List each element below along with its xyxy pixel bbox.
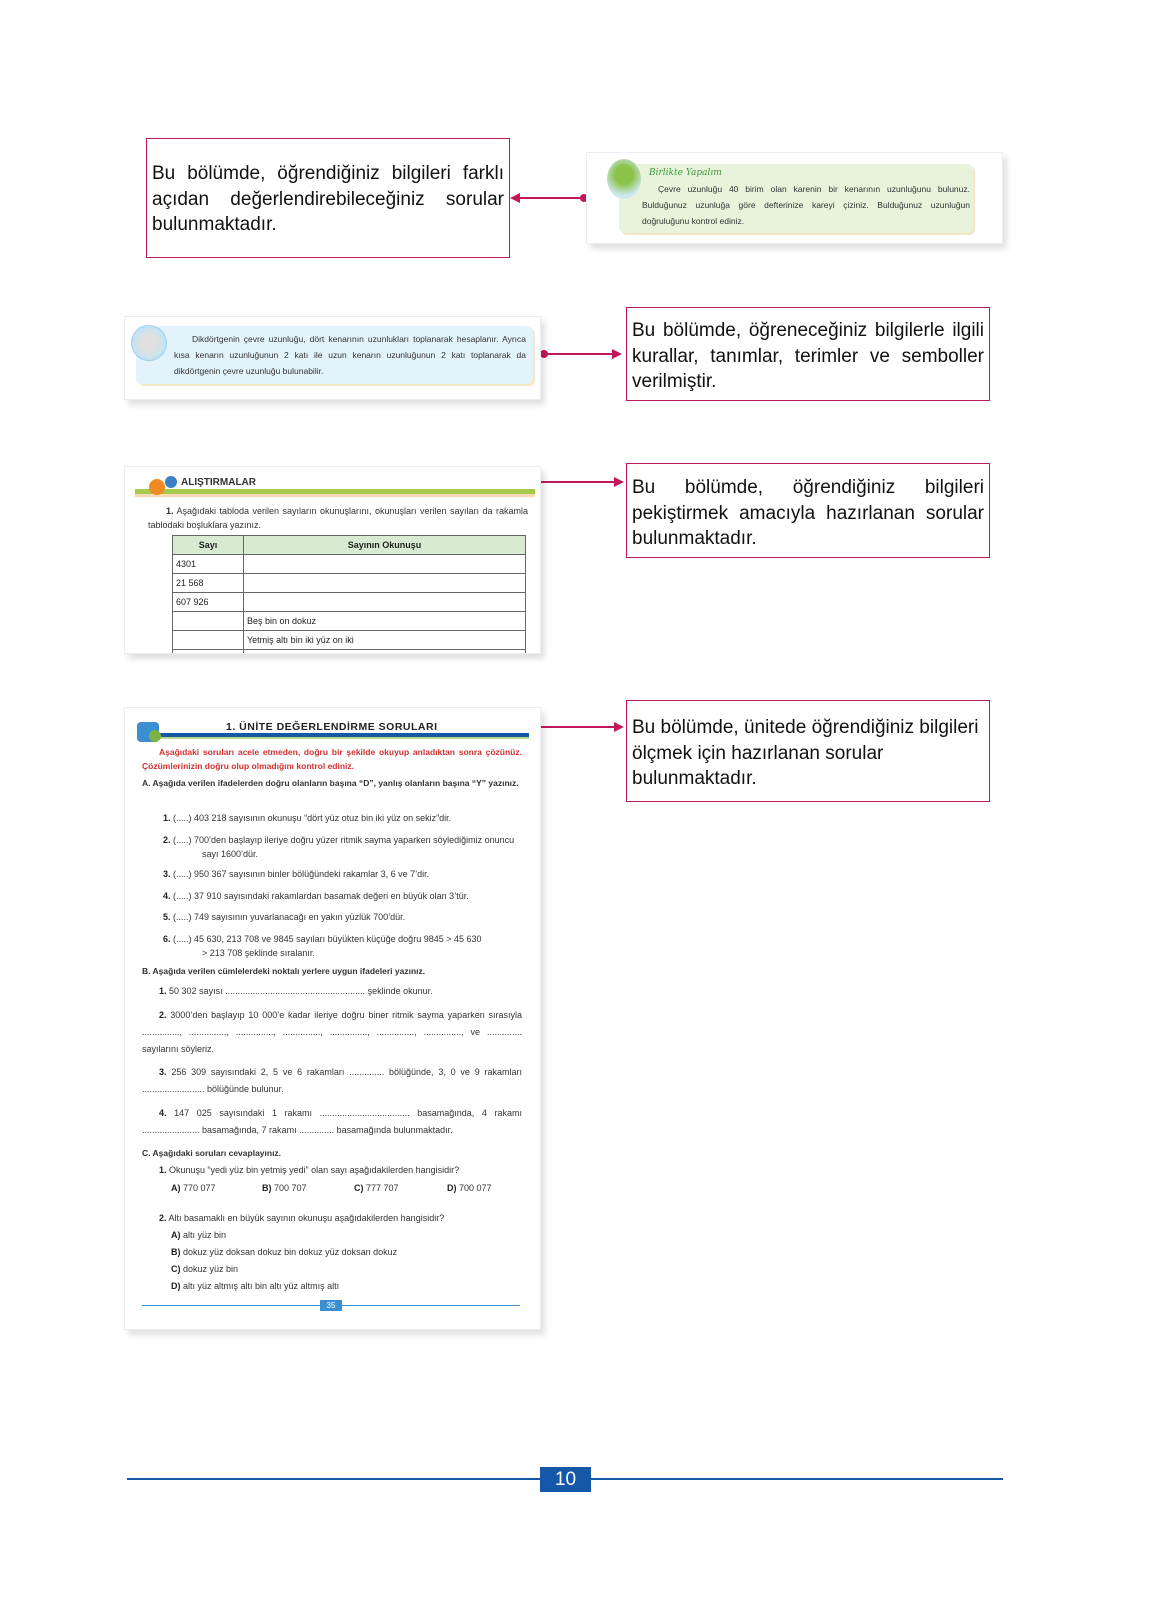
table-row bbox=[173, 612, 526, 631]
birlikte-title: Birlikte Yapalım bbox=[649, 168, 722, 178]
a-item: 4. (.....) 37 910 sayısındaki rakamlardan basamak değeri en büyük olan 3’tür. bbox=[163, 891, 469, 901]
frog-mascot-icon bbox=[607, 159, 641, 199]
table-row bbox=[173, 631, 526, 650]
table-cell: Yetmiş altı bin iki yüz on iki bbox=[244, 631, 526, 650]
c2-option: D) altı yüz altmış altı bin altı yüz altmış altı bbox=[171, 1281, 340, 1291]
unit-title: 1. ÜNİTE DEĞERLENDİRME SORULARI bbox=[226, 721, 438, 733]
description-box-rules: Bu bölümde, öğreneceğiniz bilgilerle ilgili kurallar, tanımlar, terimler ve semboller verilmiştir. bbox=[626, 307, 990, 401]
table-row bbox=[173, 555, 526, 574]
c1-option: A) 770 077 bbox=[171, 1183, 216, 1193]
table-cell: 4301 bbox=[173, 555, 244, 574]
table-row bbox=[173, 593, 526, 612]
c2-option: B) dokuz yüz doksan dokuz bin dokuz yüz doksan dokuz bbox=[171, 1247, 398, 1257]
table-cell bbox=[244, 555, 526, 574]
table-header: Sayı bbox=[173, 536, 244, 555]
table-cell bbox=[173, 631, 244, 650]
c2-option: A) altı yüz bin bbox=[171, 1230, 227, 1240]
table-cell: 21 568 bbox=[173, 574, 244, 593]
c1-option: B) 700 707 bbox=[262, 1183, 307, 1193]
c-question: 1. Okunuşu “yedi yüz bin yetmiş yedi” olan sayı aşağıdakilerden hangisidir? bbox=[159, 1165, 460, 1175]
table-cell bbox=[244, 574, 526, 593]
exercise-question bbox=[148, 504, 528, 532]
table-row bbox=[173, 574, 526, 593]
inner-page-number: 35 bbox=[320, 1300, 342, 1311]
birlikte-yapalim-preview bbox=[586, 152, 1003, 244]
rabbit-mascot-icon bbox=[131, 325, 167, 361]
question-text: Aşağıdaki tabloda verilen sayıların okunuşlarını, okunuşları verilen sayıları da rakamla tablodaki boşluklara yazınız. bbox=[148, 506, 528, 530]
c1-option: C) 777 707 bbox=[354, 1183, 399, 1193]
table-cell: Beş bin on dokuz bbox=[244, 612, 526, 631]
table-cell bbox=[244, 650, 526, 655]
table-cell bbox=[244, 593, 526, 612]
a-item: 5. (.....) 749 sayısının yuvarlanacağı en yakın yüzlük 700’dür. bbox=[163, 912, 406, 922]
c-question: 2. Altı basamaklı en büyük sayının okunuşu aşağıdakilerden hangisidir? bbox=[159, 1213, 445, 1223]
c1-option: D) 700 077 bbox=[447, 1183, 492, 1193]
unit-evaluation-preview bbox=[124, 707, 541, 1330]
b-item: 2. 3000’den başlayıp 10 000’e kadar ileriye doğru biner ritmik sayma yaparken sırasıyla ..............., ..............., ..............., ..............., ..............., ..............., ..............., ve .............. sayılarını söyleriz. bbox=[142, 1010, 522, 1054]
rule-info-preview bbox=[124, 316, 541, 400]
question-number: 1. bbox=[166, 506, 174, 516]
page-number: 10 bbox=[540, 1467, 591, 1492]
b-item: 3. 256 309 sayısındaki 2, 5 ve 6 rakamları .............. bölüğünde, 3, 0 ve 9 rakamları ......................... bölüğünde bulunur. bbox=[142, 1067, 522, 1094]
a-item: 3. (.....) 950 367 sayısının binler bölüğündeki rakamlar 3, 6 ve 7’dir. bbox=[163, 869, 430, 879]
gear-icon-green bbox=[149, 730, 161, 742]
c2-option: C) dokuz yüz bin bbox=[171, 1264, 239, 1274]
a-item: 6. (.....) 45 630, 213 708 ve 9845 sayıları büyükten küçüğe doğru 9845 > 45 630 > 213 708 şeklinde sıralanır. bbox=[163, 934, 482, 958]
section-c-heading: C. Aşağıdaki soruları cevaplayınız. bbox=[142, 1148, 282, 1158]
description-box-evaluation: Bu bölümde, öğrendiğiniz bilgileri farklı açıdan değerlendirebileceğiniz sorular bulunmaktadır. bbox=[146, 138, 510, 258]
section-b-heading: B. Aşağıda verilen cümlelerdeki noktalı yerlere uygun ifadeleri yazınız. bbox=[142, 966, 426, 976]
numbers-table bbox=[172, 535, 526, 654]
info-text: Dikdörtgenin çevre uzunluğu, dört kenarının uzunlukları toplanarak hesaplanır. Ayrıca kısa kenarın uzunluğunun 2 katı ile uzun kenarın uzunluğunun 2 katı toplanarak da dikdörtgenin çevre uzunluğu bulunabilir. bbox=[174, 334, 526, 376]
description-box-unit-questions: Bu bölümde, ünitede öğrendiğiniz bilgileri ölçmek için hazırlanan sorular bulunmaktadır. bbox=[626, 700, 990, 802]
table-header: Sayının Okunuşu bbox=[244, 536, 526, 555]
table-cell bbox=[173, 650, 244, 655]
b-item: 4. 147 025 sayısındaki 1 rakamı .................................... basamağında, 4 rakamı ....................... basamağında, 7 rakamı .............. basamağında bulunmaktadır. bbox=[142, 1108, 522, 1135]
description-box-exercises: Bu bölümde, öğrendiğiniz bilgileri pekiştirmek amacıyla hazırlanan sorular bulunmaktadır. bbox=[626, 463, 990, 558]
exercises-preview bbox=[124, 466, 541, 654]
unit-intro: Aşağıdaki soruları acele etmeden, doğru bir şekilde okuyup anladıktan sonra çözünüz. Çözümlerinizin doğru olup olmadığını kontrol ediniz. bbox=[142, 747, 522, 771]
gear-icon bbox=[149, 479, 165, 495]
a-item: 1. (.....) 403 218 sayısının okunuşu “dört yüz otuz bin iki yüz on sekiz”dir. bbox=[163, 813, 452, 823]
b-item: 1. 50 302 sayısı ........................................................ şeklinde okunur. bbox=[159, 986, 433, 996]
table-cell bbox=[173, 612, 244, 631]
section-a-heading: A. Aşağıda verilen ifadelerden doğru olanların başına “D”, yanlış olanların başına “Y” yazınız. bbox=[142, 778, 519, 788]
a-item: 2. (.....) 700’den başlayıp ileriye doğru yüzer ritmik sayma yaparken söylediğimiz onuncu sayı 1600’dür. bbox=[163, 835, 515, 859]
birlikte-text: Çevre uzunluğu 40 birim olan karenin bir kenarının uzunluğunu bulunuz. Bulduğunuz uzunluğa göre defterinize kareyi çiziniz. Bulduğunuz uzunluğun doğruluğunu kontrol ediniz. bbox=[642, 184, 970, 226]
exercises-title: ALIŞTIRMALAR bbox=[181, 477, 256, 488]
table-row bbox=[173, 650, 526, 655]
gear-icon-blue bbox=[165, 476, 177, 488]
table-cell: 607 926 bbox=[173, 593, 244, 612]
